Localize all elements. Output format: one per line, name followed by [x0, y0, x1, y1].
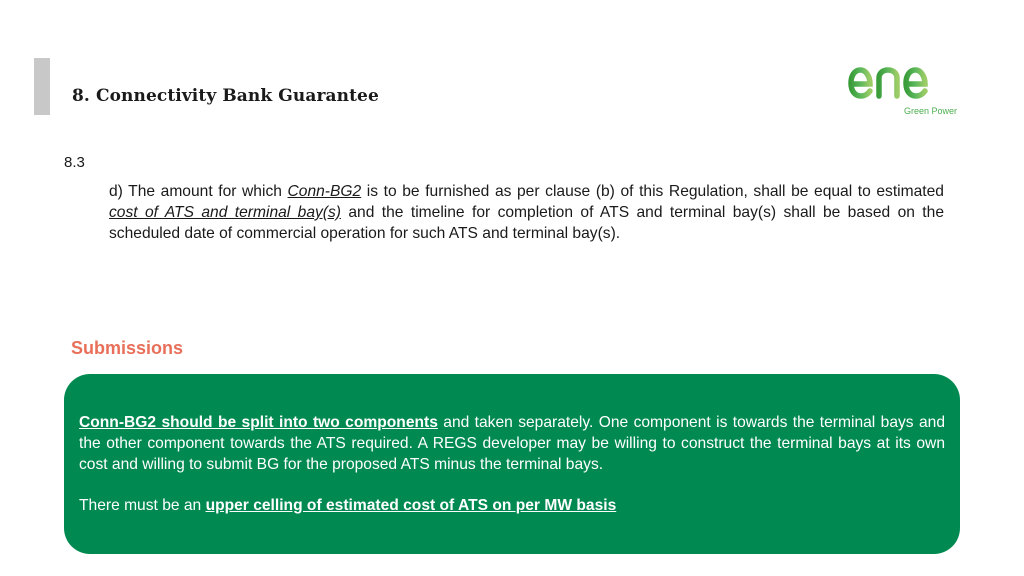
- clause-number: 8.3: [64, 154, 85, 171]
- clause-text-part3: and the timeline for completion of ATS and terminal bay(s) shall be based on the scheduled date of commercial operation for such ATS and terminal bay(s).: [109, 204, 944, 242]
- submissions-box: [64, 374, 960, 554]
- page-title: 8. Connectivity Bank Guarantee: [72, 86, 379, 106]
- enel-green-power-logo: [846, 56, 960, 120]
- upper-ceiling-emphasis: upper celling of estimated cost of ATS on per MW basis: [205, 497, 617, 514]
- clause-text-part1: d) The amount for which: [109, 183, 288, 200]
- title-accent-bar: [34, 58, 50, 115]
- ats-cost-term: cost of ATS and terminal bay(s): [109, 204, 341, 221]
- submissions-text: [79, 412, 945, 516]
- conn-bg2-term: Conn-BG2: [287, 183, 362, 200]
- submissions-paragraph-2: [79, 495, 945, 516]
- split-components-emphasis: Conn-BG2 should be split into two components: [79, 414, 438, 431]
- clause-paragraph: [109, 181, 944, 244]
- submissions-heading: Submissions: [71, 338, 184, 358]
- logo-subtitle: Green Power: [904, 106, 958, 116]
- submissions-para1-rest: and taken separately. One component is towards the terminal bays and the other component towards the ATS required. A REGS developer may be willing to construct the terminal bays at its own cost and willing to submit BG for the proposed ATS minus the terminal bays.: [79, 414, 945, 473]
- enel-logo-icon: [846, 56, 960, 104]
- submissions-para2-text: There must be an: [79, 497, 206, 514]
- submissions-paragraph-1: [79, 412, 945, 475]
- clause-text-part2: is to be furnished as per clause (b) of this Regulation, shall be equal to estimated: [361, 183, 944, 200]
